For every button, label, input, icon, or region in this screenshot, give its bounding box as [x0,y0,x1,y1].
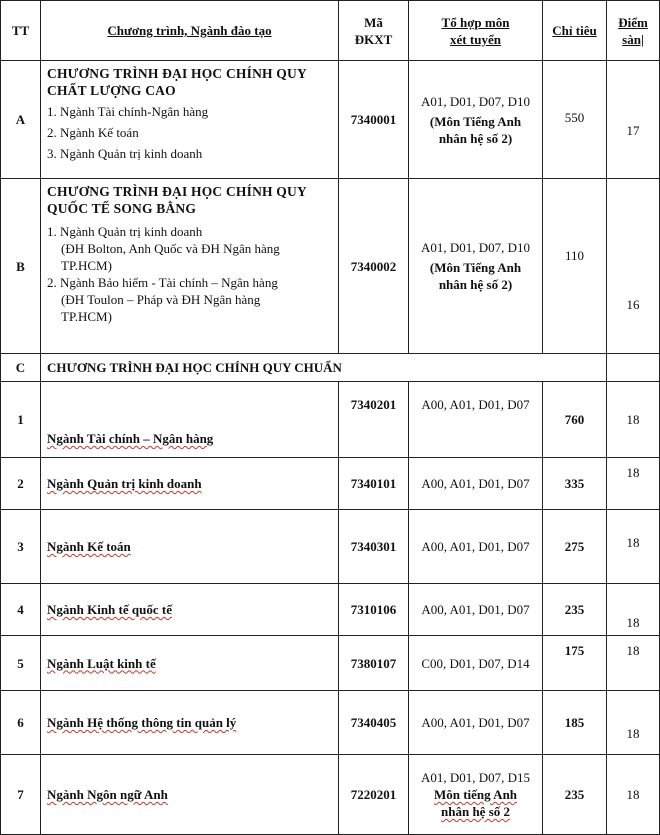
row-code: 7310106 [339,584,409,636]
row-tt: 7 [1,755,41,835]
section-a-combo-text: A01, D01, D07, D10 [420,93,531,109]
section-c-empty [607,354,660,382]
row-program-name: Ngành Hệ thống thông tin quản lý [41,691,339,755]
row-program-name: Ngành Tài chính – Ngân hàng [41,382,339,458]
row-combo: A00, A01, D01, D07 [409,382,543,458]
row-code: 7340101 [339,458,409,510]
table-row [1,510,660,584]
row-tt: 2 [1,458,41,510]
row-program-name: Ngành Kế toán [41,510,339,584]
row-quota: 235 [543,584,607,636]
row-floor: 18 [607,755,660,835]
section-b-item-2-sub-2: TP.HCM) [61,309,112,324]
row-floor: 18 [607,691,660,755]
section-a-tt: A [1,61,41,179]
section-b-note-1: (Môn Tiếng Anh [429,260,522,275]
row-quota: 185 [543,691,607,755]
row-program-name: Ngành Luật kinh tế [41,636,339,691]
table-row [1,382,660,458]
section-b-combo [409,179,543,354]
header-code: Mã ĐKXT [339,1,409,61]
row-code: 7340201 [339,382,409,458]
section-b-quota: 110 [543,179,607,354]
section-a-combo [409,61,543,179]
row-combo: A00, A01, D01, D07 [409,584,543,636]
section-c-tt: C [1,354,41,382]
row-tt: 4 [1,584,41,636]
row-combo-text: A01, D01, D07, D15 [420,770,531,785]
row-program-name: Ngành Quản trị kinh doanh [41,458,339,510]
section-a-note-1: (Môn Tiếng Anh [429,113,522,129]
row-code: 7220201 [339,755,409,835]
row-combo: A00, A01, D01, D07 [409,510,543,584]
header-quota: Chỉ tiêu [543,1,607,61]
row-program-name: Ngành Kinh tế quốc tế [41,584,339,636]
row-note-2: nhân hệ số 2 [441,804,510,819]
section-b-item-2: 2. Ngành Bảo hiểm - Tài chính – Ngân hàng [47,275,278,290]
header-tt: TT [1,1,41,61]
row-tt: 1 [1,382,41,458]
section-a-item-3: 3. Ngành Quản trị kinh doanh [47,146,203,161]
row-combo: A00, A01, D01, D07 [409,458,543,510]
table-row [1,755,660,835]
row-combo: A00, A01, D01, D07 [409,691,543,755]
section-b-code: 7340002 [339,179,409,354]
table-header [1,1,660,61]
section-a-title-1: CHƯƠNG TRÌNH ĐẠI HỌC CHÍNH QUY [47,66,307,81]
section-b-floor: 16 [607,179,660,354]
section-b-note-2: nhân hệ số 2) [438,277,513,292]
row-floor: 18 [607,584,660,636]
row-note-1: Môn tiếng Anh [433,787,518,802]
section-b-program [41,179,339,354]
section-b-item-1-sub-2: TP.HCM) [61,258,112,273]
header-program: Chương trình, Ngành đào tạo [41,1,339,61]
section-c-title: CHƯƠNG TRÌNH ĐẠI HỌC CHÍNH QUY CHUẨN [41,354,607,382]
row-floor: 18 [607,510,660,584]
row-combo: C00, D01, D07, D14 [409,636,543,691]
row-tt: 6 [1,691,41,755]
row-code: 7380107 [339,636,409,691]
section-b-item-1: 1. Ngành Quản trị kinh doanh [47,224,203,239]
row-quota: 235 [543,755,607,835]
row-floor: 18 [607,458,660,510]
section-a-item-2: 2. Ngành Kế toán [47,125,139,140]
row-floor: 18 [607,382,660,458]
section-b-combo-text: A01, D01, D07, D10 [420,240,531,255]
section-b-title-2: QUỐC TẾ SONG BẰNG [47,201,197,216]
row-program-name: Ngành Ngôn ngữ Anh [41,755,339,835]
row-tt: 5 [1,636,41,691]
section-a-floor: 17 [607,61,660,179]
section-c-row [1,354,660,382]
section-b-tt: B [1,179,41,354]
section-a-program [41,61,339,179]
table-row [1,636,660,691]
row-tt: 3 [1,510,41,584]
row-combo [409,755,543,835]
section-a-item-1: 1. Ngành Tài chính-Ngân hàng [47,104,209,119]
section-a-title-2: CHẤT LƯỢNG CAO [47,83,176,98]
header-floor: Điểm sàn| [607,1,660,61]
section-a-quota: 550 [543,61,607,179]
table-row [1,458,660,510]
section-a-row [1,61,660,179]
section-b-row [1,179,660,354]
row-quota: 760 [543,382,607,458]
table-row [1,584,660,636]
section-b-title-1: CHƯƠNG TRÌNH ĐẠI HỌC CHÍNH QUY [47,184,307,199]
row-quota: 175 [543,636,607,691]
row-floor: 18 [607,636,660,691]
section-b-item-2-sub-1: (ĐH Toulon – Pháp và ĐH Ngân hàng [61,292,261,307]
section-b-item-1-sub-1: (ĐH Bolton, Anh Quốc và ĐH Ngân hàng [61,241,280,256]
table-row [1,691,660,755]
row-code: 7340405 [339,691,409,755]
section-a-note-2: nhân hệ số 2) [438,130,513,146]
header-combo: Tổ hợp môn xét tuyển [409,1,543,61]
row-quota: 335 [543,458,607,510]
section-a-code: 7340001 [339,61,409,179]
row-code: 7340301 [339,510,409,584]
row-quota: 275 [543,510,607,584]
